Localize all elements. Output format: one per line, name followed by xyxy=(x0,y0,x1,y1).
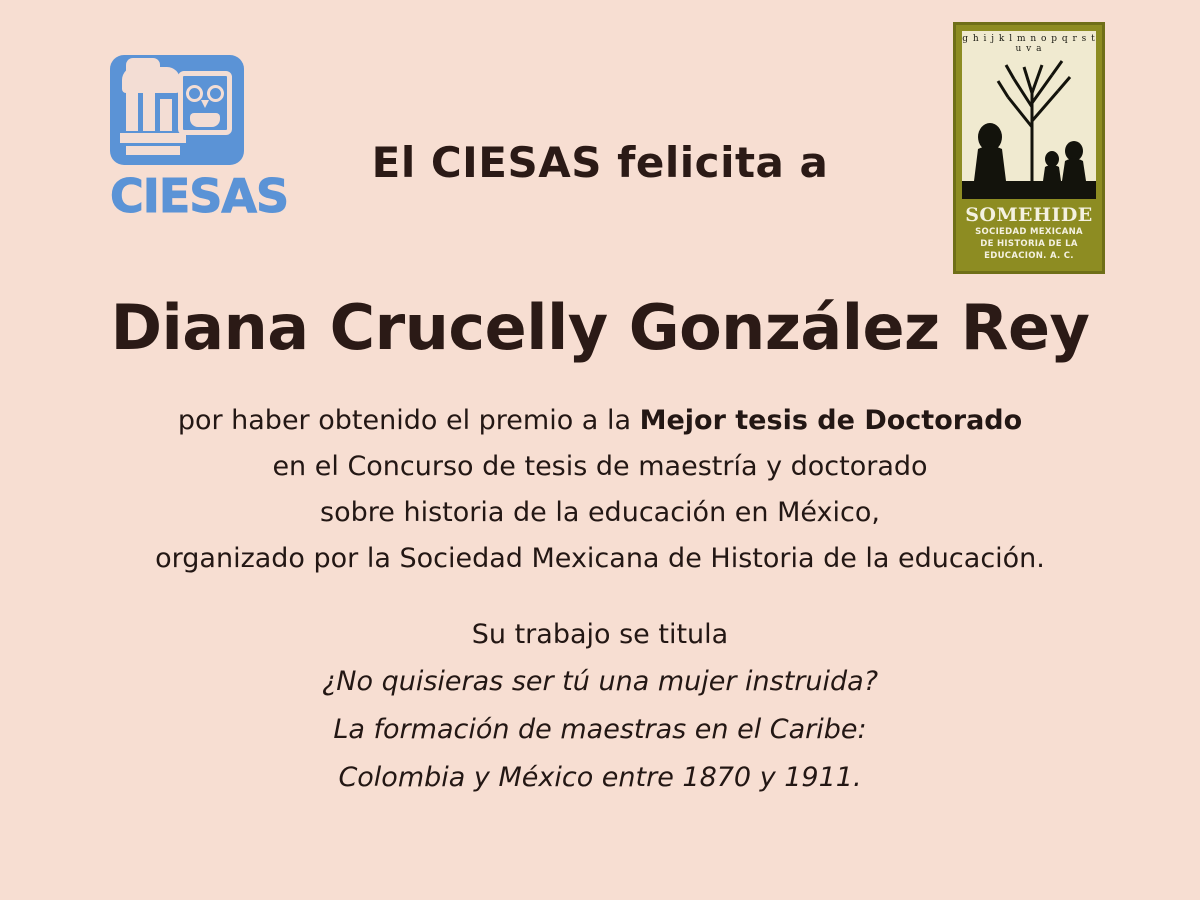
poster-headline: El CIESAS felicita a xyxy=(371,138,829,187)
work-title-line-3: Colombia y México entre 1870 y 1911. xyxy=(338,762,862,793)
owl-beak xyxy=(201,100,209,108)
honoree-name: Diana Crucelly González Rey xyxy=(110,291,1090,364)
citation-line-2: en el Concurso de tesis de maestría y doctorado xyxy=(272,451,928,482)
alphabet-strip: g h i j k l m n o p q r s t u v a xyxy=(962,34,1096,54)
tree-illustration xyxy=(962,31,1096,199)
citation-line-4: organizado por la Sociedad Mexicana de Historia de la educación. xyxy=(155,543,1045,574)
owl-eye-right xyxy=(207,85,224,102)
book-shape-1 xyxy=(126,93,138,131)
ciesas-logo xyxy=(110,55,289,230)
ciesas-books-owl-icon xyxy=(110,55,244,165)
book-base-2 xyxy=(126,146,180,155)
work-title-line-2: La formación de maestras en el Caribe: xyxy=(333,714,867,745)
somehide-tree-emblem-icon xyxy=(962,31,1096,199)
citation-line-1 xyxy=(0,398,1200,444)
somehide-name: SOMEHIDE xyxy=(965,204,1093,226)
owl-icon xyxy=(178,71,232,135)
citation-line-1-prefix: por haber obtenido el premio a la xyxy=(177,405,640,436)
citation-award-emphasis: Mejor tesis de Doctorado xyxy=(639,405,1023,436)
work-intro: Su trabajo se titula xyxy=(471,619,729,650)
somehide-subtitle-line1: SOCIEDAD MEXICANA xyxy=(975,227,1083,237)
book-shape-3 xyxy=(160,99,172,131)
somehide-logo xyxy=(953,22,1105,274)
ciesas-wordmark: CIESAS xyxy=(110,169,289,223)
owl-body xyxy=(190,113,220,127)
work-title-line-1: ¿No quisieras ser tú una mujer instruida? xyxy=(321,666,879,697)
somehide-subtitle-line2: DE HISTORIA DE LA xyxy=(980,239,1078,249)
poster-header xyxy=(0,0,1200,285)
book-base-1 xyxy=(120,133,186,143)
somehide-subtitle-line3: EDUCACION. A. C. xyxy=(984,251,1074,261)
citation-line-3: sobre historia de la educación en México, xyxy=(320,497,880,528)
book-shape-2 xyxy=(143,85,155,131)
citation-text xyxy=(0,398,1200,582)
